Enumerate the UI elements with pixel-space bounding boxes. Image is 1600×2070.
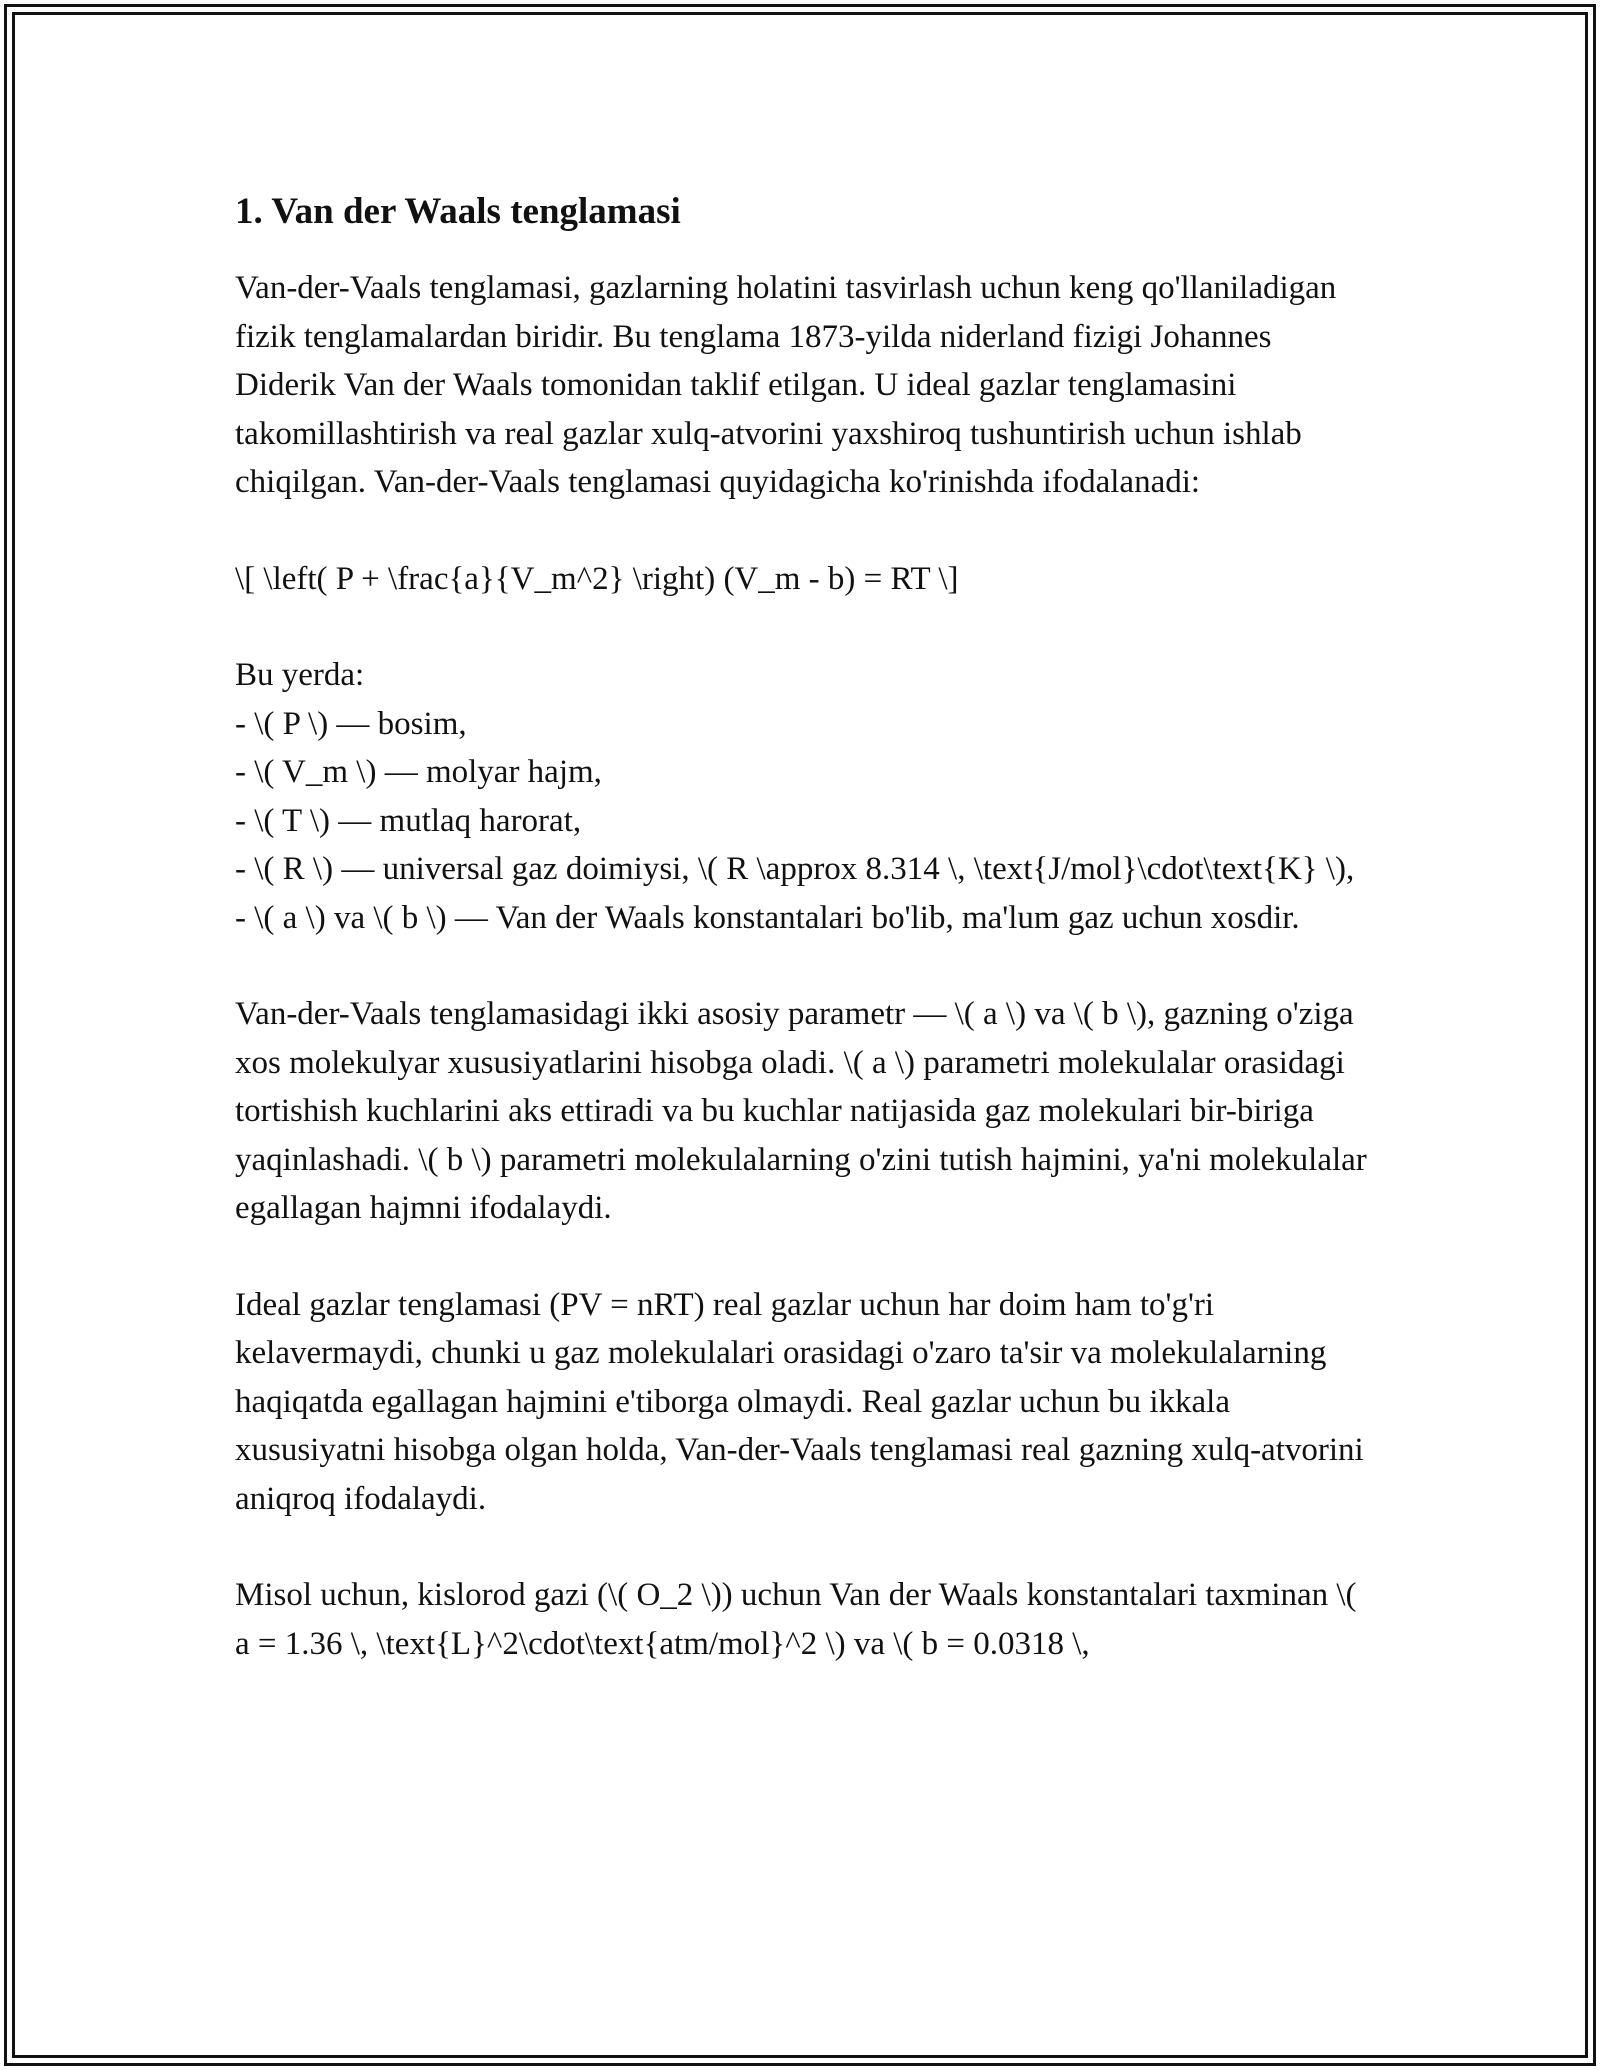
example-paragraph: Misol uchun, kislorod gazi (\( O_2 \)) uchun Van der Waals konstantalari taxminan \( a = 1.36 \, \text{L}^2\cdot\text{atm/mol}^2 \) va \( b = 0.0318 \, <box>235 1577 1357 1662</box>
document-body <box>235 186 1375 1716</box>
definition-item-t: - \( T \) — mutlaq harorat, <box>235 802 582 839</box>
equation-line: \[ \left( P + \frac{a}{V_m^2} \right) (V_m - b) = RT \] <box>235 560 959 597</box>
definition-item-r: - \( R \) — universal gaz doimiysi, \( R \approx 8.314 \, \text{J/mol}\cdot\text{K} \), <box>235 851 1355 887</box>
intro-paragraph: Van-der-Vaals tenglamasi, gazlarning holatini tasvirlash uchun keng qo'llaniladigan fizik tenglamalardan biridir. Bu tenglama 1873-yilda niderland fizigi Johannes Diderik Van der Waals tomonidan taklif etilgan. U ideal gazlar tenglamasini takomillashtirish va real gazlar xulq-atvorini yaxshiroq tushuntirish uchun ishlab chiqilgan. Van-der-Vaals tenglamasi quyidagicha ko'rinishda ifodalanadi: <box>235 270 1337 500</box>
definition-item-p: - \( P \) — bosim, <box>235 705 467 742</box>
definition-item-ab: - \( a \) va \( b \) — Van der Waals konstantalari bo'lib, ma'lum gaz uchun xosdir. <box>235 899 1300 936</box>
definition-intro: Bu yerda: <box>235 657 365 693</box>
section-heading: 1. Van der Waals tenglamasi <box>235 191 681 232</box>
definition-list <box>235 651 1375 942</box>
definition-item-vm: - \( V_m \) — molyar hajm, <box>235 754 602 790</box>
parameters-paragraph: Van-der-Vaals tenglamasidagi ikki asosiy parametr — \( a \) va \( b \), gazning o'ziga xos molekulyar xususiyatlarini hisobga oladi. \( a \) parametri molekulalar orasidagi tortishish kuchlarini aks ettiradi va bu kuchlar natijasida gaz molekulari bir-biriga yaqinlashadi. \( b \) parametri molekulalarning o'zini tutish hajmini, ya'ni molekulalar egallagan hajmni ifodalaydi. <box>235 996 1367 1226</box>
ideal-gas-paragraph: Ideal gazlar tenglamasi (PV = nRT) real gazlar uchun har doim ham to'g'ri kelavermaydi, chunki u gaz molekulalari orasidagi o'zaro ta'sir va molekulalarning haqiqatda egallagan hajmini e'tiborga olmaydi. Real gazlar uchun bu ikkala xususiyatni hisobga olgan holda, Van-der-Vaals tenglamasi real gazning xulq-atvorini aniqroq ifodalaydi. <box>235 1286 1364 1517</box>
